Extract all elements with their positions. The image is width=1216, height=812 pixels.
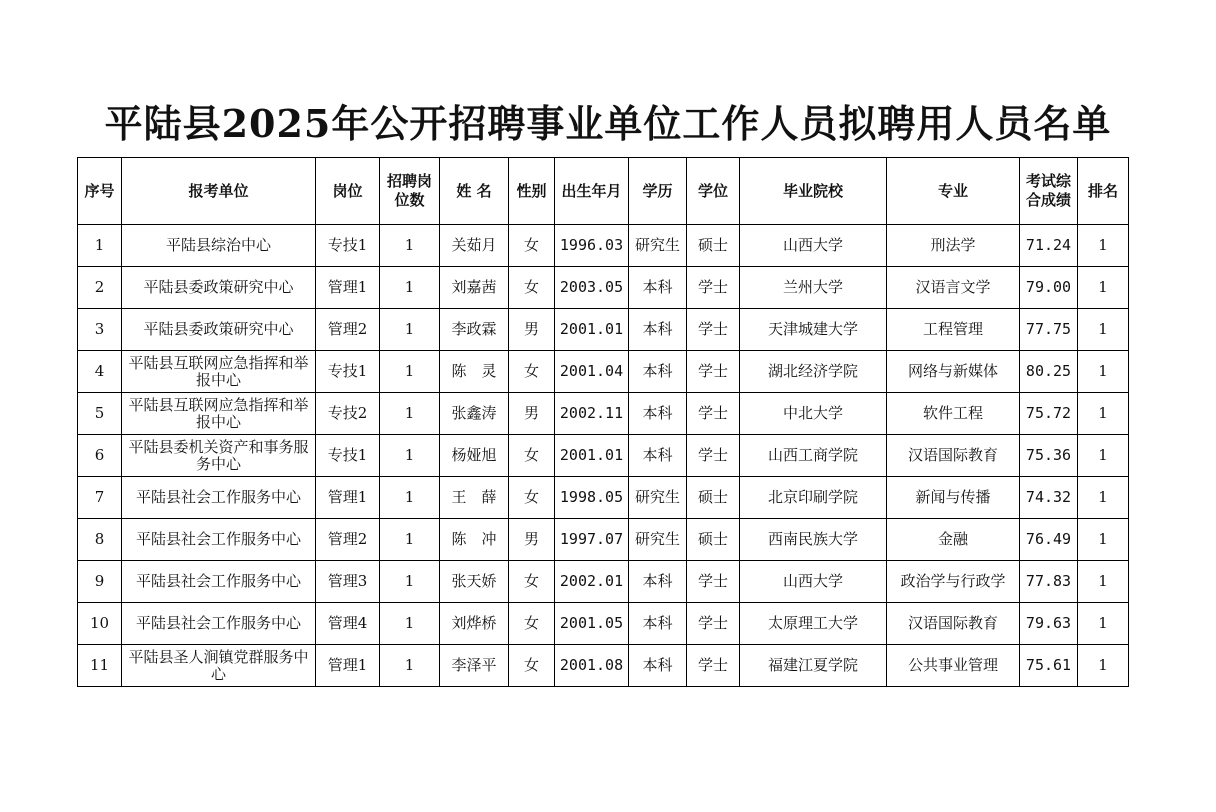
cell-education: 本科: [629, 645, 687, 687]
cell-score: 75.72: [1020, 393, 1078, 435]
header-seq: 序号: [78, 158, 122, 225]
cell-seq: 8: [78, 519, 122, 561]
cell-degree: 学士: [687, 351, 740, 393]
cell-major: 工程管理: [887, 309, 1020, 351]
cell-major: 网络与新媒体: [887, 351, 1020, 393]
cell-position: 专技1: [316, 351, 380, 393]
cell-degree: 硕士: [687, 519, 740, 561]
cell-position: 管理1: [316, 477, 380, 519]
cell-education: 本科: [629, 267, 687, 309]
cell-name: 杨娅旭: [440, 435, 509, 477]
cell-name: 王 薛: [440, 477, 509, 519]
cell-quota: 1: [380, 477, 440, 519]
cell-school: 湖北经济学院: [740, 351, 887, 393]
cell-birth: 2001.01: [555, 435, 629, 477]
cell-gender: 女: [509, 561, 555, 603]
cell-birth: 2002.01: [555, 561, 629, 603]
cell-score: 77.75: [1020, 309, 1078, 351]
cell-degree: 学士: [687, 435, 740, 477]
table-row: [78, 309, 1129, 351]
cell-degree: 硕士: [687, 477, 740, 519]
cell-school: 天津城建大学: [740, 309, 887, 351]
cell-birth: 2001.01: [555, 309, 629, 351]
cell-rank: 1: [1078, 351, 1129, 393]
cell-score: 80.25: [1020, 351, 1078, 393]
table-row: [78, 519, 1129, 561]
cell-seq: 4: [78, 351, 122, 393]
table-row: [78, 225, 1129, 267]
cell-degree: 学士: [687, 309, 740, 351]
cell-name: 关茹月: [440, 225, 509, 267]
cell-position: 管理3: [316, 561, 380, 603]
cell-seq: 10: [78, 603, 122, 645]
cell-rank: 1: [1078, 309, 1129, 351]
cell-education: 本科: [629, 351, 687, 393]
cell-unit: 平陆县互联网应急指挥和举报中心: [122, 393, 316, 435]
cell-score: 79.00: [1020, 267, 1078, 309]
cell-seq: 2: [78, 267, 122, 309]
cell-degree: 学士: [687, 603, 740, 645]
header-gender: 性别: [509, 158, 555, 225]
table-row: [78, 603, 1129, 645]
cell-school: 山西大学: [740, 225, 887, 267]
cell-rank: 1: [1078, 603, 1129, 645]
cell-name: 张天娇: [440, 561, 509, 603]
cell-unit: 平陆县社会工作服务中心: [122, 603, 316, 645]
cell-school: 太原理工大学: [740, 603, 887, 645]
cell-position: 管理2: [316, 519, 380, 561]
cell-school: 山西工商学院: [740, 435, 887, 477]
cell-birth: 1998.05: [555, 477, 629, 519]
cell-birth: 2003.05: [555, 267, 629, 309]
cell-birth: 1997.07: [555, 519, 629, 561]
cell-degree: 学士: [687, 393, 740, 435]
cell-major: 新闻与传播: [887, 477, 1020, 519]
header-position: 岗位: [316, 158, 380, 225]
cell-birth: 1996.03: [555, 225, 629, 267]
cell-name: 陈 冲: [440, 519, 509, 561]
cell-score: 77.83: [1020, 561, 1078, 603]
cell-quota: 1: [380, 225, 440, 267]
cell-score: 76.49: [1020, 519, 1078, 561]
header-education: 学历: [629, 158, 687, 225]
cell-birth: 2001.05: [555, 603, 629, 645]
cell-rank: 1: [1078, 477, 1129, 519]
cell-quota: 1: [380, 561, 440, 603]
cell-major: 政治学与行政学: [887, 561, 1020, 603]
cell-birth: 2002.11: [555, 393, 629, 435]
cell-unit: 平陆县圣人涧镇党群服务中心: [122, 645, 316, 687]
cell-unit: 平陆县互联网应急指挥和举报中心: [122, 351, 316, 393]
table-row: [78, 561, 1129, 603]
cell-gender: 男: [509, 519, 555, 561]
table-row: [78, 351, 1129, 393]
cell-education: 研究生: [629, 225, 687, 267]
cell-unit: 平陆县社会工作服务中心: [122, 519, 316, 561]
cell-name: 张鑫涛: [440, 393, 509, 435]
cell-education: 本科: [629, 603, 687, 645]
cell-rank: 1: [1078, 267, 1129, 309]
table-row: [78, 393, 1129, 435]
document-title: 平陆县2025年公开招聘事业单位工作人员拟聘用人员名单: [104, 101, 1112, 146]
cell-school: 西南民族大学: [740, 519, 887, 561]
cell-quota: 1: [380, 267, 440, 309]
cell-school: 兰州大学: [740, 267, 887, 309]
cell-unit: 平陆县委机关资产和事务服务中心: [122, 435, 316, 477]
header-major: 专业: [887, 158, 1020, 225]
header-name: 姓 名: [440, 158, 509, 225]
header-birth: 出生年月: [555, 158, 629, 225]
cell-position: 管理4: [316, 603, 380, 645]
cell-position: 管理1: [316, 267, 380, 309]
cell-education: 研究生: [629, 519, 687, 561]
cell-seq: 6: [78, 435, 122, 477]
cell-position: 专技1: [316, 225, 380, 267]
header-score: 考试综合成绩: [1020, 158, 1078, 225]
header-quota: 招聘岗位数: [380, 158, 440, 225]
cell-name: 李政霖: [440, 309, 509, 351]
table-header-row: [78, 158, 1129, 225]
cell-position: 专技2: [316, 393, 380, 435]
cell-school: 福建江夏学院: [740, 645, 887, 687]
cell-education: 本科: [629, 309, 687, 351]
cell-seq: 5: [78, 393, 122, 435]
cell-gender: 女: [509, 477, 555, 519]
cell-major: 金融: [887, 519, 1020, 561]
cell-rank: 1: [1078, 645, 1129, 687]
cell-gender: 女: [509, 645, 555, 687]
cell-gender: 女: [509, 603, 555, 645]
cell-seq: 7: [78, 477, 122, 519]
cell-education: 本科: [629, 393, 687, 435]
cell-quota: 1: [380, 393, 440, 435]
cell-rank: 1: [1078, 225, 1129, 267]
cell-gender: 女: [509, 435, 555, 477]
cell-position: 专技1: [316, 435, 380, 477]
cell-score: 75.36: [1020, 435, 1078, 477]
cell-quota: 1: [380, 519, 440, 561]
cell-major: 公共事业管理: [887, 645, 1020, 687]
cell-unit: 平陆县社会工作服务中心: [122, 477, 316, 519]
cell-rank: 1: [1078, 561, 1129, 603]
cell-position: 管理1: [316, 645, 380, 687]
cell-name: 刘嘉茜: [440, 267, 509, 309]
cell-quota: 1: [380, 309, 440, 351]
cell-degree: 学士: [687, 267, 740, 309]
cell-quota: 1: [380, 351, 440, 393]
header-unit: 报考单位: [122, 158, 316, 225]
header-rank: 排名: [1078, 158, 1129, 225]
cell-quota: 1: [380, 645, 440, 687]
table-row: [78, 435, 1129, 477]
cell-degree: 学士: [687, 645, 740, 687]
cell-unit: 平陆县委政策研究中心: [122, 309, 316, 351]
cell-quota: 1: [380, 435, 440, 477]
cell-name: 刘烨桥: [440, 603, 509, 645]
cell-birth: 2001.08: [555, 645, 629, 687]
cell-name: 李泽平: [440, 645, 509, 687]
cell-major: 汉语国际教育: [887, 603, 1020, 645]
cell-quota: 1: [380, 603, 440, 645]
cell-major: 软件工程: [887, 393, 1020, 435]
cell-position: 管理2: [316, 309, 380, 351]
cell-major: 刑法学: [887, 225, 1020, 267]
cell-seq: 11: [78, 645, 122, 687]
candidate-table: [77, 157, 1129, 687]
cell-school: 中北大学: [740, 393, 887, 435]
cell-score: 71.24: [1020, 225, 1078, 267]
cell-school: 北京印刷学院: [740, 477, 887, 519]
cell-seq: 1: [78, 225, 122, 267]
cell-score: 74.32: [1020, 477, 1078, 519]
cell-rank: 1: [1078, 393, 1129, 435]
cell-education: 本科: [629, 561, 687, 603]
cell-unit: 平陆县综治中心: [122, 225, 316, 267]
cell-gender: 男: [509, 309, 555, 351]
table-row: [78, 267, 1129, 309]
cell-rank: 1: [1078, 435, 1129, 477]
cell-degree: 学士: [687, 561, 740, 603]
cell-name: 陈 灵: [440, 351, 509, 393]
cell-degree: 硕士: [687, 225, 740, 267]
cell-unit: 平陆县委政策研究中心: [122, 267, 316, 309]
table-row: [78, 477, 1129, 519]
cell-seq: 3: [78, 309, 122, 351]
cell-major: 汉语国际教育: [887, 435, 1020, 477]
cell-seq: 9: [78, 561, 122, 603]
cell-unit: 平陆县社会工作服务中心: [122, 561, 316, 603]
cell-education: 本科: [629, 435, 687, 477]
cell-score: 79.63: [1020, 603, 1078, 645]
cell-birth: 2001.04: [555, 351, 629, 393]
header-school: 毕业院校: [740, 158, 887, 225]
cell-gender: 女: [509, 351, 555, 393]
cell-gender: 男: [509, 393, 555, 435]
cell-education: 研究生: [629, 477, 687, 519]
cell-major: 汉语言文学: [887, 267, 1020, 309]
table-row: [78, 645, 1129, 687]
cell-gender: 女: [509, 267, 555, 309]
cell-score: 75.61: [1020, 645, 1078, 687]
header-degree: 学位: [687, 158, 740, 225]
cell-gender: 女: [509, 225, 555, 267]
cell-rank: 1: [1078, 519, 1129, 561]
cell-school: 山西大学: [740, 561, 887, 603]
